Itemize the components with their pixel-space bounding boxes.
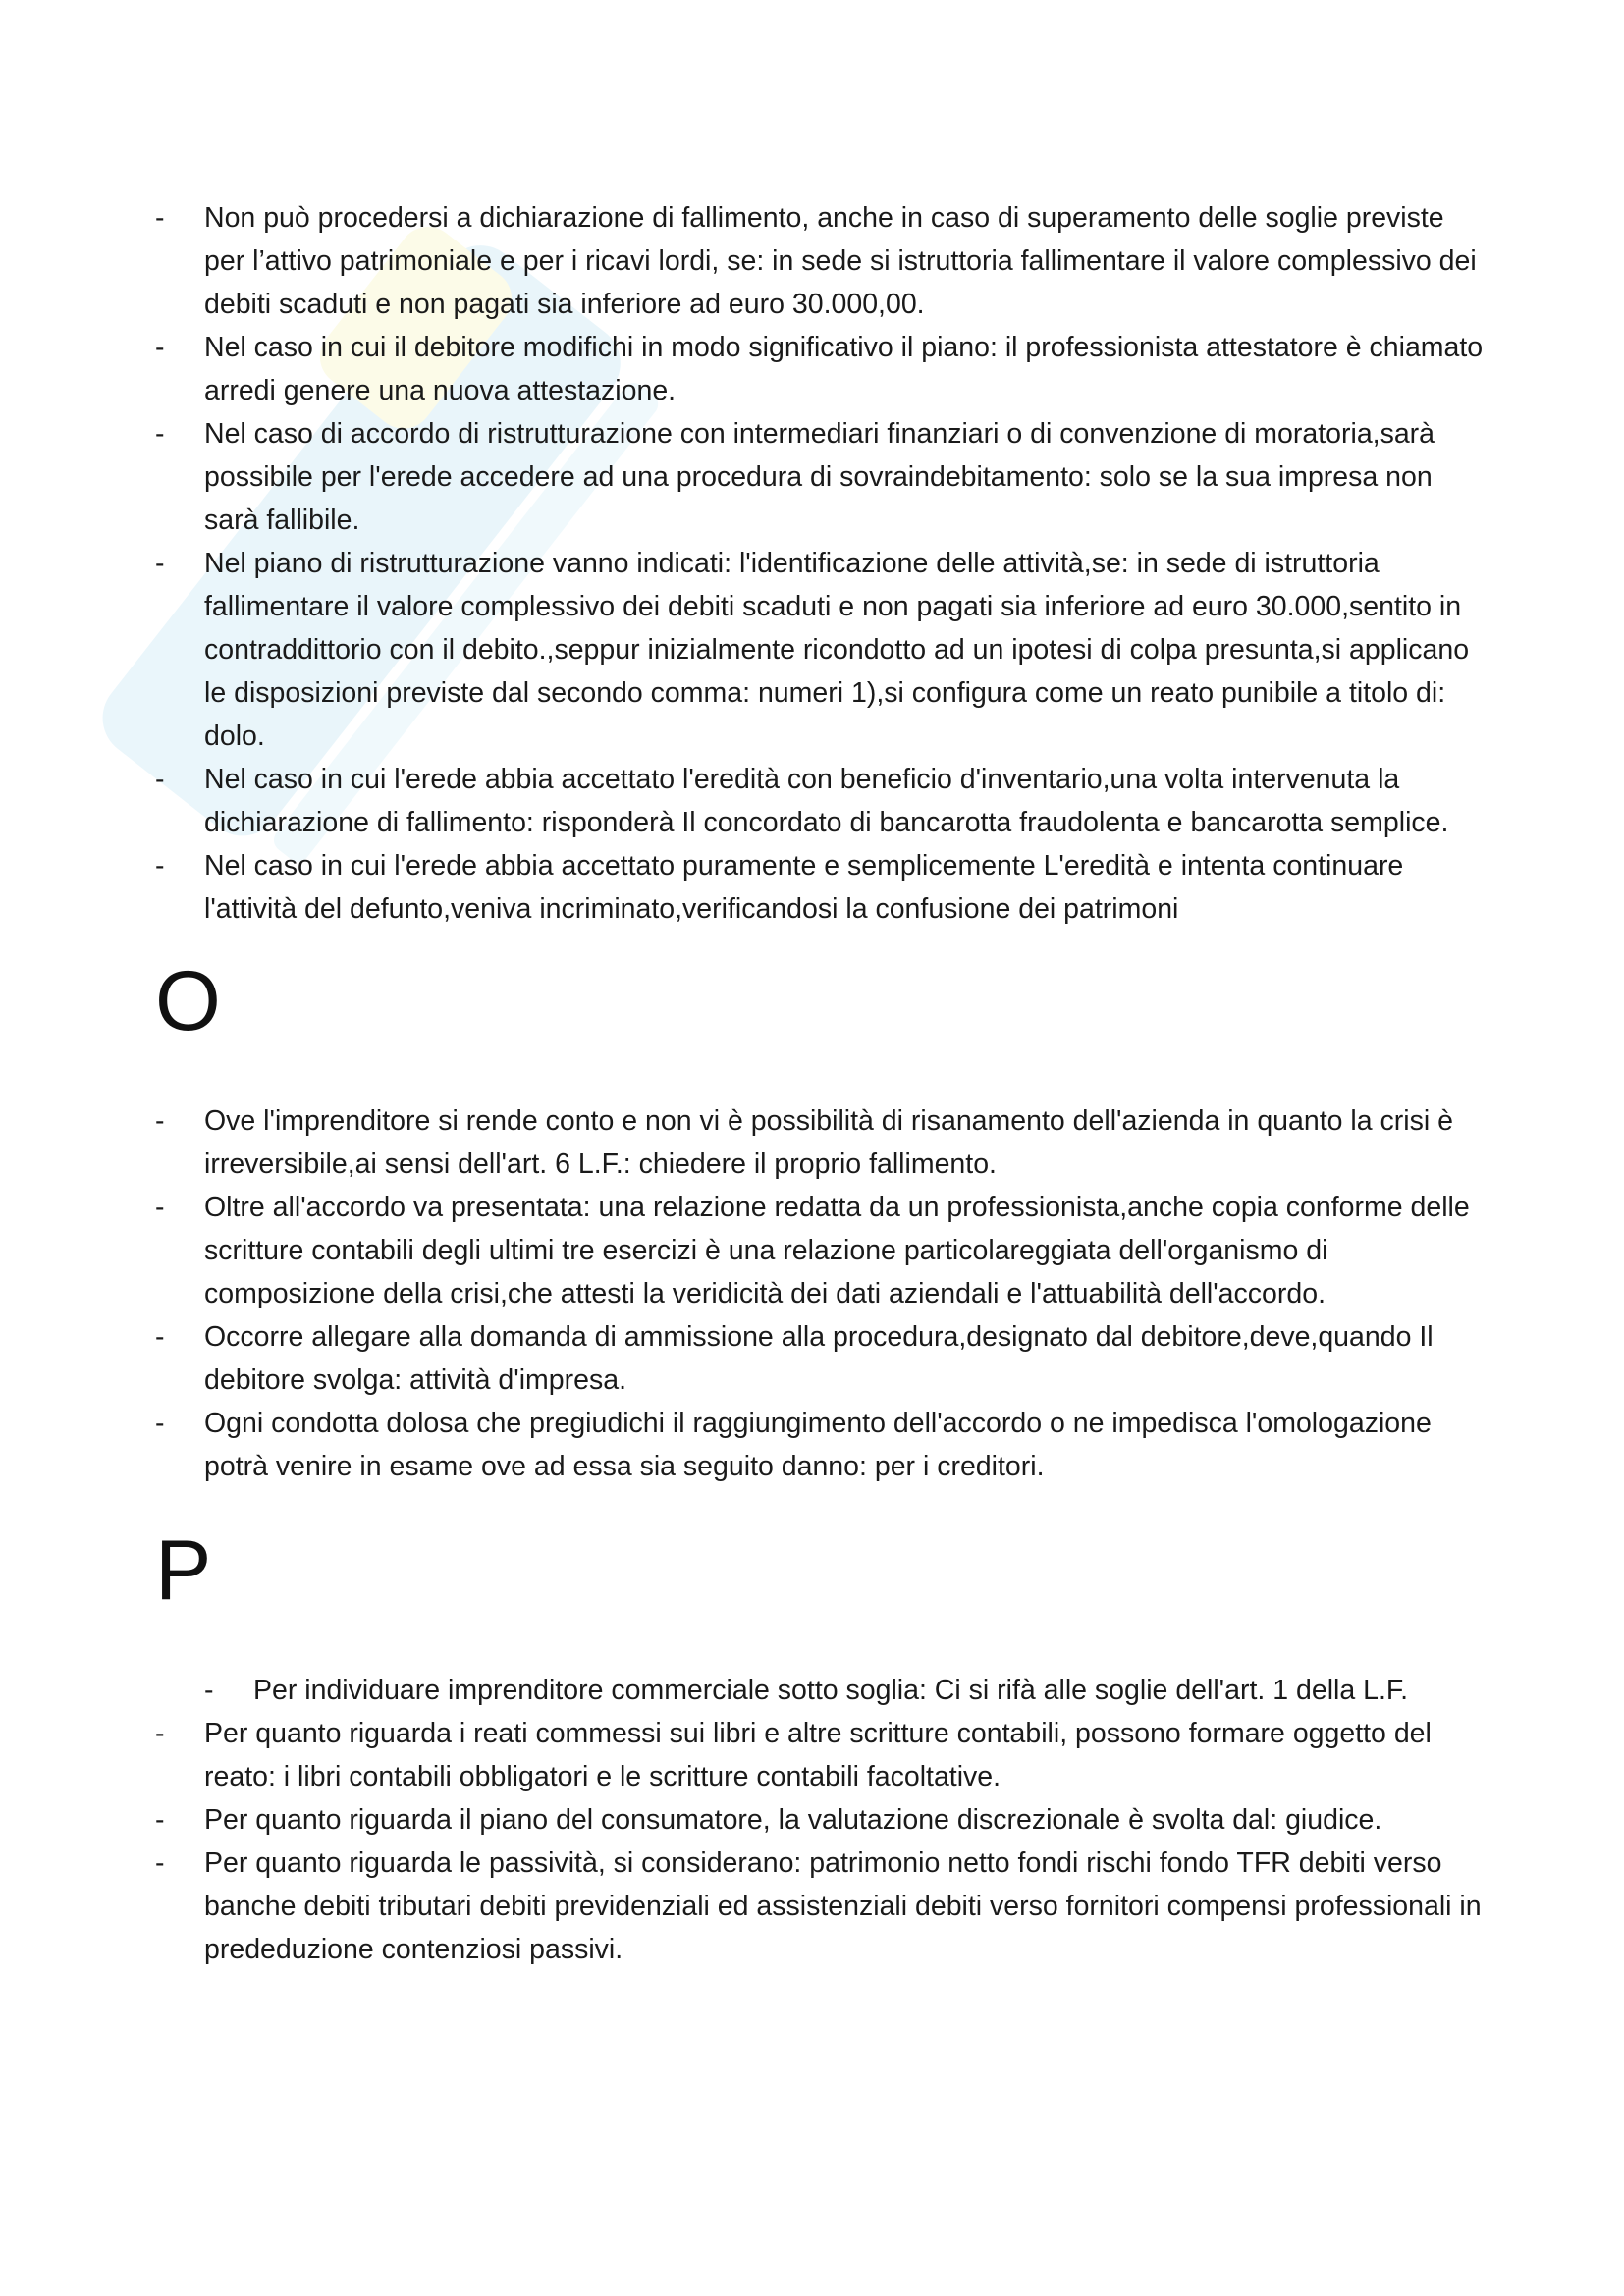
list-item	[204, 1669, 1490, 1712]
section-o-list	[155, 1099, 1490, 1488]
section-n-list	[155, 196, 1490, 931]
list-item-text: Non può procedersi a dichiarazione di fallimento, anche in caso di superamento delle soglie previste per l’attivo patrimoniale e per i ricavi lordi, se: in sede si istruttoria fallimentare il valore complessivo dei debiti scaduti e non pagati sia inferiore ad euro 30.000,00.	[204, 202, 1477, 320]
list-item	[155, 1798, 1490, 1842]
list-item	[155, 542, 1490, 758]
list-item-text: Nel piano di ristrutturazione vanno indicati: l'identificazione delle attività,se: in sede di istruttoria fallimentare il valore complessivo dei debiti scaduti e non pagati sia inferiore ad euro 30.000,sentito in contraddittorio con il debito.,seppur inizialmente ricondotto ad un ipotesi di colpa presunta,si applicano le disposizioni previste dal secondo comma: numeri 1),si configura come un reato punibile a titolo di: dolo.	[204, 548, 1470, 752]
list-item-text: Nel caso in cui il debitore modifichi in modo significativo il piano: il professionista attestatore è chiamato arredi genere una nuova attestazione.	[204, 332, 1484, 406]
bullet-dash: -	[204, 1675, 214, 1706]
list-item-text: Per quanto riguarda i reati commessi sui libri e altre scritture contabili, possono formare oggetto del reato: i libri contabili obbligatori e le scritture contabili facoltative.	[204, 1718, 1432, 1792]
list-item	[155, 1315, 1490, 1402]
bullet-dash: -	[155, 764, 165, 795]
bullet-dash: -	[155, 1321, 165, 1353]
list-item	[155, 758, 1490, 844]
list-item-text: Ove l'imprenditore si rende conto e non vi è possibilità di risanamento dell'azienda in quanto la crisi è irreversibile,ai sensi dell'art. 6 L.F.: chiedere il proprio fallimento.	[204, 1105, 1453, 1180]
list-item-text: Per quanto riguarda il piano del consumatore, la valutazione discrezionale è svolta dal: giudice.	[204, 1804, 1382, 1836]
list-item	[155, 844, 1490, 931]
list-item-text: Ogni condotta dolosa che pregiudichi il raggiungimento dell'accordo o ne impedisca l'omologazione potrà venire in esame ove ad essa sia seguito danno: per i creditori.	[204, 1408, 1432, 1482]
bullet-dash: -	[155, 332, 165, 363]
section-letter-o: O	[155, 954, 221, 1048]
bullet-dash: -	[155, 1718, 165, 1749]
bullet-dash: -	[155, 1847, 165, 1879]
list-item-text: Per quanto riguarda le passività, si considerano: patrimonio netto fondi rischi fondo TFR debiti verso banche debiti tributari debiti previdenziali ed assistenziali debiti verso fornitori compensi professionali in prededuzione contenziosi passivi.	[204, 1847, 1482, 1965]
section-p-indented-list	[155, 1669, 1490, 1712]
section-letter-p: P	[155, 1523, 212, 1618]
list-item	[155, 196, 1490, 326]
list-item-text: Oltre all'accordo va presentata: una relazione redatta da un professionista,anche copia conforme delle scritture contabili degli ultimi tre esercizi è una relazione particolareggiata dell'organismo di composizione della crisi,che attesti la veridicità dei dati aziendali e l'attuabilità dell'accordo.	[204, 1192, 1470, 1309]
bullet-dash: -	[155, 418, 165, 450]
list-item	[155, 412, 1490, 542]
list-item-text: Occorre allegare alla domanda di ammissione alla procedura,designato dal debitore,deve,quando Il debitore svolga: attività d'impresa.	[204, 1321, 1434, 1396]
list-item	[155, 1842, 1490, 1971]
section-p-list	[155, 1712, 1490, 1971]
bullet-dash: -	[155, 1408, 165, 1439]
list-item-text: Nel caso in cui l'erede abbia accettato l'eredità con beneficio d'inventario,una volta intervenuta la dichiarazione di fallimento: risponderà Il concordato di bancarotta fraudolenta e bancarotta semplice.	[204, 764, 1449, 838]
bullet-dash: -	[155, 1105, 165, 1137]
list-item-text: Per individuare imprenditore commerciale sotto soglia: Ci si rifà alle soglie dell'art. 1 della L.F.	[253, 1675, 1409, 1706]
list-item	[155, 1712, 1490, 1798]
document-body	[155, 196, 1490, 1971]
list-item	[155, 1186, 1490, 1315]
list-item	[155, 1402, 1490, 1488]
list-item	[155, 326, 1490, 412]
bullet-dash: -	[155, 548, 165, 579]
list-item-text: Nel caso in cui l'erede abbia accettato puramente e semplicemente L'eredità e intenta continuare l'attività del defunto,veniva incriminato,verificandosi la confusione dei patrimoni	[204, 850, 1404, 925]
bullet-dash: -	[155, 1804, 165, 1836]
list-item	[155, 1099, 1490, 1186]
bullet-dash: -	[155, 850, 165, 881]
bullet-dash: -	[155, 202, 165, 234]
bullet-dash: -	[155, 1192, 165, 1223]
list-item-text: Nel caso di accordo di ristrutturazione con intermediari finanziari o di convenzione di moratoria,sarà possibile per l'erede accedere ad una procedura di sovraindebitamento: solo se la sua impresa non sarà fallibile.	[204, 418, 1435, 536]
